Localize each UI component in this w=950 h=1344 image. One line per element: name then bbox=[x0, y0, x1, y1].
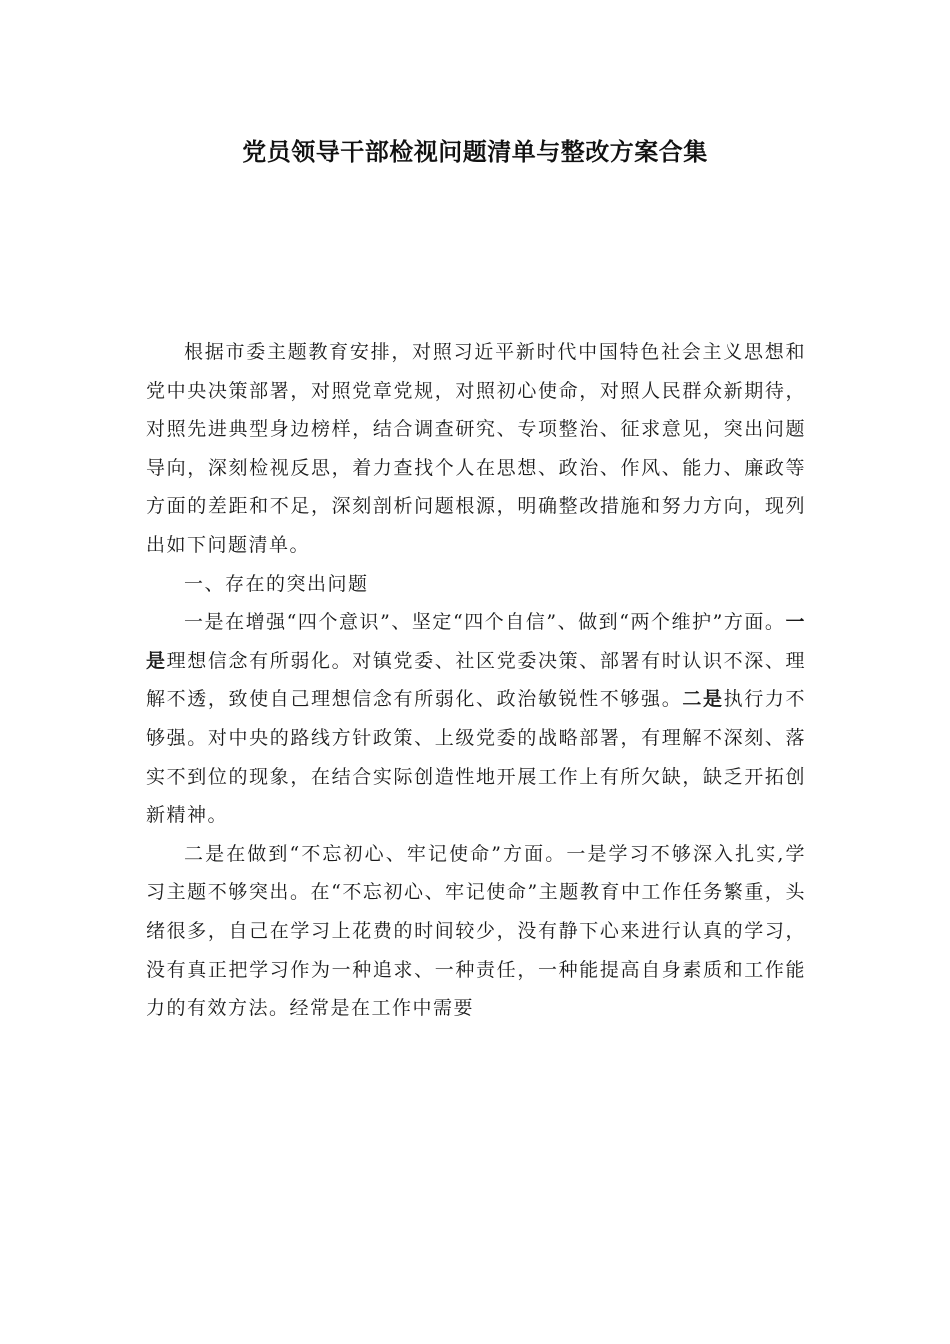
paragraph-text: 理想信念有所弱化。对镇党委、社区党委决策、部署有时认识不深、理解不透，致使自己理想信念有所弱化、政治敏锐性不够强。 bbox=[146, 649, 806, 711]
paragraph-text: 执行力不够强。对中央的路线方针政策、上级党委的战略部署，有理解不深刻、落实不到位的现象，在结合实际创造性地开展工作上有所欠缺，缺乏开拓创新精神。 bbox=[146, 688, 806, 827]
problem-paragraph-2: 二是在做到“不忘初心、牢记使命”方面。一是学习不够深入扎实,学习主题不够突出。在“不忘初心、牢记使命”主题教育中工作任务繁重，头绪很多，自己在学习上花费的时间较少，没有静下心来进行认真的学习，没有真正把学习作为一种追求、一种责任，一种能提高自身素质和工作能力的有效方法。经常是在工作中需要 bbox=[146, 842, 806, 1020]
paragraph-lead: 一是在增强“四个意识”、坚定“四个自信”、做到“两个维护”方面。 bbox=[184, 611, 786, 634]
document-title: 党员领导干部检视问题清单与整改方案合集 bbox=[242, 138, 708, 166]
section-heading: 一、存在的突出问题 bbox=[184, 572, 369, 595]
bold-marker-second: 二是 bbox=[682, 688, 724, 711]
problem-paragraph-1 bbox=[146, 603, 806, 835]
bold-marker-first: 一是 bbox=[146, 611, 806, 672]
intro-paragraph: 根据市委主题教育安排，对照习近平新时代中国特色社会主义思想和党中央决策部署，对照党章党规，对照初心使命，对照人民群众新期待，对照先进典型身边榜样，结合调查研究、专项整治、征求意见，突出问题导向，深刻检视反思，着力查找个人在思想、政治、作风、能力、廉政等方面的差距和不足，深刻剖析问题根源，明确整改措施和努力方向，现列出如下问题清单。 bbox=[146, 341, 806, 556]
document-body bbox=[146, 333, 806, 1028]
